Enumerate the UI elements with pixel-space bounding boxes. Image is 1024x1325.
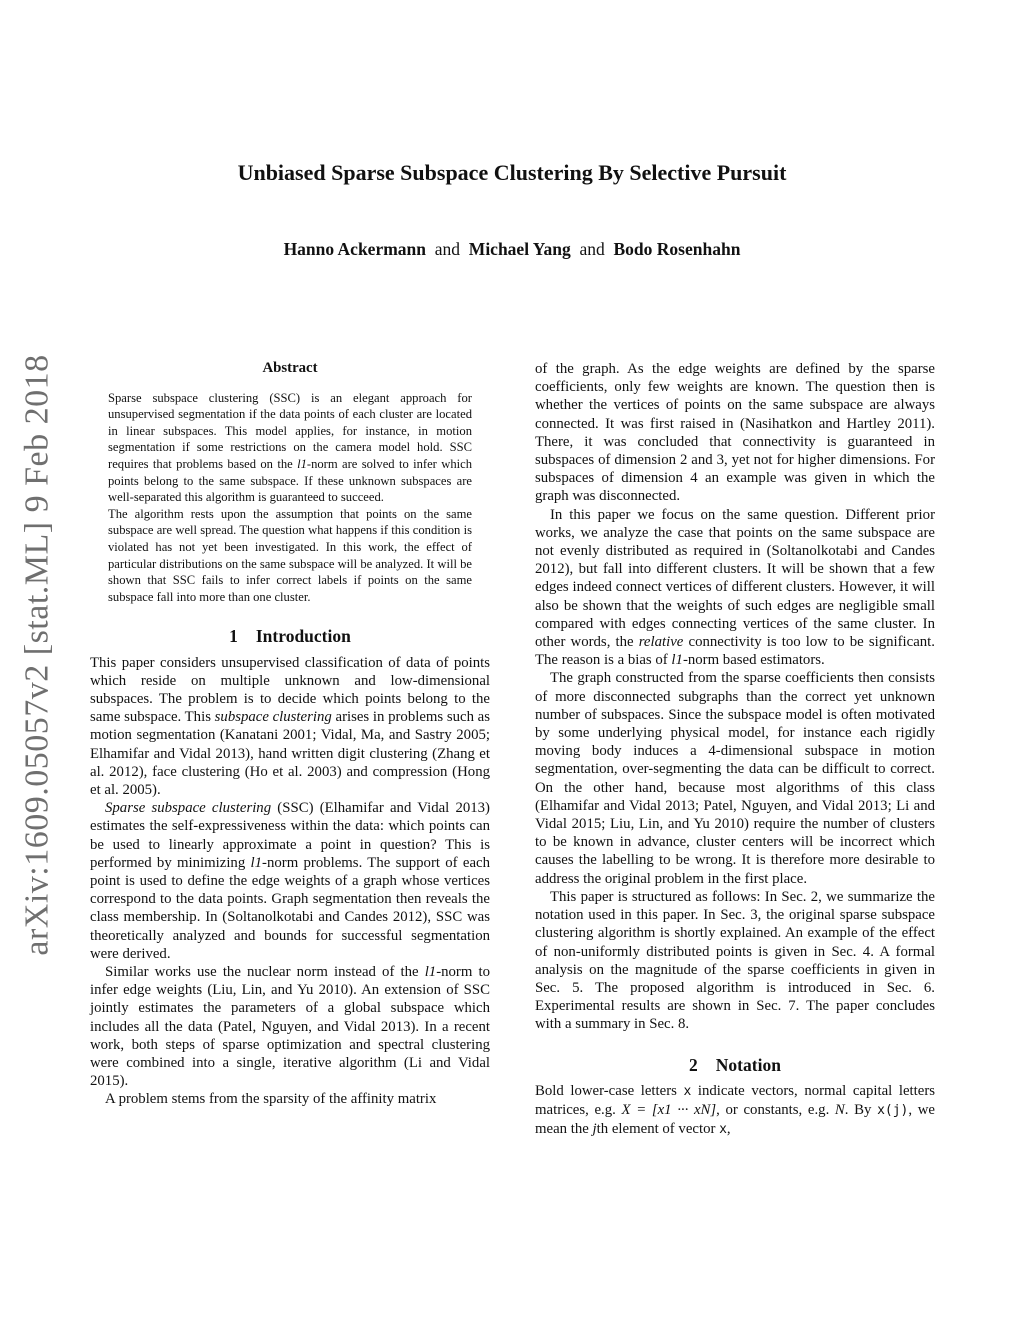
body-text: connectivity is too low to be significant. The reason is a bias of xyxy=(535,634,935,669)
notation-body xyxy=(535,1082,935,1140)
body-text: arises in problems such as motion segmentation (Kanatani 2001; Vidal, Ma, and Sastry 2005; Elhamifar and Vidal 2013), hand written digit clustering (Zhang et al. 2012), face clustering (Ho et al. 2003) and compression (Hong et al. 2005). xyxy=(90,709,491,798)
author-separator: and xyxy=(579,239,605,259)
author-3: Bodo Rosenhahn xyxy=(613,239,741,259)
intro-paragraph-2 xyxy=(90,799,490,963)
math-l1: l1 xyxy=(424,963,437,980)
section-number: 1 xyxy=(229,626,238,647)
paper-title: Unbiased Sparse Subspace Clustering By Selective Pursuit xyxy=(237,160,787,185)
author-list xyxy=(0,239,1024,260)
emphasis-text: Sparse subspace clustering xyxy=(105,800,272,817)
author-2: Michael Yang xyxy=(468,239,571,259)
right-paragraph-2 xyxy=(535,506,935,670)
body-text: , we mean the xyxy=(535,1101,935,1138)
body-text: This paper considers unsupervised classification of data of points which reside on multiple unknown and low-dimensional subspaces. The problem is to decide which points belong to the same subspace. This xyxy=(90,654,490,726)
section-heading-introduction xyxy=(90,627,490,645)
math-element-xj: x(j) xyxy=(877,1102,909,1118)
right-paragraph-4: This paper is structured as follows: In Sec. 2, we summarize the notation used in this paper. In Sec. 3, the original sparse subspace clustering algorithm is shortly explained. An example of the effect of non-uniformly distributed points is given in Sec. 4. A formal analysis on the magnitude of the sparse coefficients in given in Sec. 5. The proposed algorithm is introduced in Sec. 6. Experimental results are shown in Sec. 7. The paper concludes with a summary in Sec. 8. xyxy=(535,888,935,1033)
right-paragraph-3: The graph constructed from the sparse coefficients then consists of more disconnected subgraphs than the correct yet unknown number of subspaces. Since the subspace model is often motivated by some underlying physical model, for instance each rigidly moving body induces a 4-dimensional subspace in motion segmentation, over-segmenting the data can be difficult to correct. On the other hand, because most algorithms of this class (Elhamifar and Vidal 2013; Patel, Nguyen, and Vidal 2013; Li and Vidal 2015; Liu, Lin, and Yu 2010) require the number of clusters to be known in advance, cluster centers will be incorrect which causes the labelling to be wrong. It is therefore more desirable to address the original problem in the first place. xyxy=(535,670,935,887)
body-text: -norm to infer edge weights (Liu, Lin, and Yu 2010). An extension of SSC jointly estimates the parameters of a global subspace which includes all the data (Patel, Nguyen, and Vidal 2013). In a recent work, both steps of sparse optimization and spectral clustering were combined into a single, iterative algorithm (Li and Vidal 2015). xyxy=(90,963,490,1090)
intro-paragraph-3 xyxy=(90,963,490,1090)
section-heading-notation xyxy=(535,1056,935,1074)
section-title: Notation xyxy=(715,1054,781,1075)
math-l1: l1 xyxy=(671,652,683,669)
right-column-body xyxy=(535,360,935,1034)
intro-paragraph-4: A problem stems from the sparsity of the affinity matrix xyxy=(105,1091,437,1108)
body-text: -norm problems. The support of each point is used to define the edge weights of a graph whose vertices correspond to the data points. Graph segmentation then reveals the class membership. In (Soltanolkotabi and Candes 2012), SSC was theoretically analyzed and bounds for successful segmentation were derived. xyxy=(90,854,490,962)
arxiv-identifier-text: arXiv:1609.05057v2 [stat.ML] 9 Feb 2018 xyxy=(19,354,56,956)
introduction-body xyxy=(90,654,490,1109)
abstract-paragraph-1 xyxy=(108,390,472,506)
body-text: Similar works use the nuclear norm instead of the xyxy=(105,963,425,980)
body-text: . By xyxy=(844,1101,878,1118)
emphasis-text: subspace clustering xyxy=(214,709,332,726)
body-text: (SSC) (Elhamifar and Vidal 2013) estimates the self-expressiveness within the data: which points can be used to linearly approximate a point in question? This is performed by minimizing xyxy=(90,800,490,871)
math-index-j: j xyxy=(592,1121,597,1138)
math-l1: l1 xyxy=(250,854,263,871)
section-number: 2 xyxy=(689,1054,698,1075)
math-matrix-x: X = [x1 ··· xN] xyxy=(621,1101,717,1118)
abstract-heading: Abstract xyxy=(262,360,318,376)
author-1: Hanno Ackermann xyxy=(283,239,427,259)
author-separator: and xyxy=(434,239,461,259)
left-column xyxy=(90,360,490,1109)
abstract-text: -norm are solved to infer which points belong to the same subspace. If these unknown subspaces are well-separated this algorithm is guaranteed to succeed. xyxy=(108,456,473,505)
math-constant-n: N xyxy=(834,1101,845,1118)
body-text: Bold lower-case letters xyxy=(535,1082,684,1099)
section-title: Introduction xyxy=(255,626,351,647)
abstract-paragraph-2: The algorithm rests upon the assumption that points on the same subspace are well spread. The question what happens if this condition is violated has not yet been investigated. In this work, the effect of particular distributions on the same subspace will be analyzed. It will be shown that SSC fails to infer correct labels if points on the same subspace fall into more than one cluster. xyxy=(108,506,472,604)
abstract-text: Sparse subspace clustering (SSC) is an elegant approach for unsupervised segmentation if the data points of each cluster are located in linear subspaces. This model applies, for instance, in motion segmentation if some restrictions on the camera model hold. SSC requires that problems based on the xyxy=(108,390,472,471)
body-text: th element of vector xyxy=(596,1121,720,1138)
math-l1: l1 xyxy=(297,456,307,471)
arxiv-identifier xyxy=(8,330,68,980)
body-text: , xyxy=(726,1121,731,1138)
intro-paragraph-1 xyxy=(90,654,490,800)
body-text: -norm based estimators. xyxy=(682,652,825,669)
body-text: In this paper we focus on the same question. Different prior works, we analyze the case that points on the same subspace are not evenly distributed as required in (Soltanolkotabi and Candes 2012), but fall into different clusters. It will be shown that a few edges indeed connect vertices of different clusters. However, it will also be shown that the weights of such edges are negligible small compared with edges connecting vertices of the same cluster. In other words, the xyxy=(535,506,935,651)
body-text: , or constants, e.g. xyxy=(716,1101,835,1118)
math-vector-x: x xyxy=(683,1083,692,1099)
right-paragraph-1: of the graph. As the edge weights are defined by the sparse coefficients, only few weights are known. The question then is whether the vertices of points on the same subspace are always connected. It was first raised in (Nasihatkon and Hartley 2011). There, it was concluded that connectivity is guaranteed in subspaces of dimension 2 and 3, yet not for higher dimensions. For subspaces of dimension 4 an example was given in which the graph was disconnected. xyxy=(535,361,935,505)
abstract xyxy=(108,360,472,605)
emphasis-text: relative xyxy=(638,634,684,651)
math-vector-x: x xyxy=(719,1122,727,1138)
notation-paragraph-1 xyxy=(535,1082,935,1140)
body-text: indicate vectors, normal capital letters matrices, e.g. xyxy=(535,1082,936,1118)
right-column xyxy=(535,360,935,1139)
